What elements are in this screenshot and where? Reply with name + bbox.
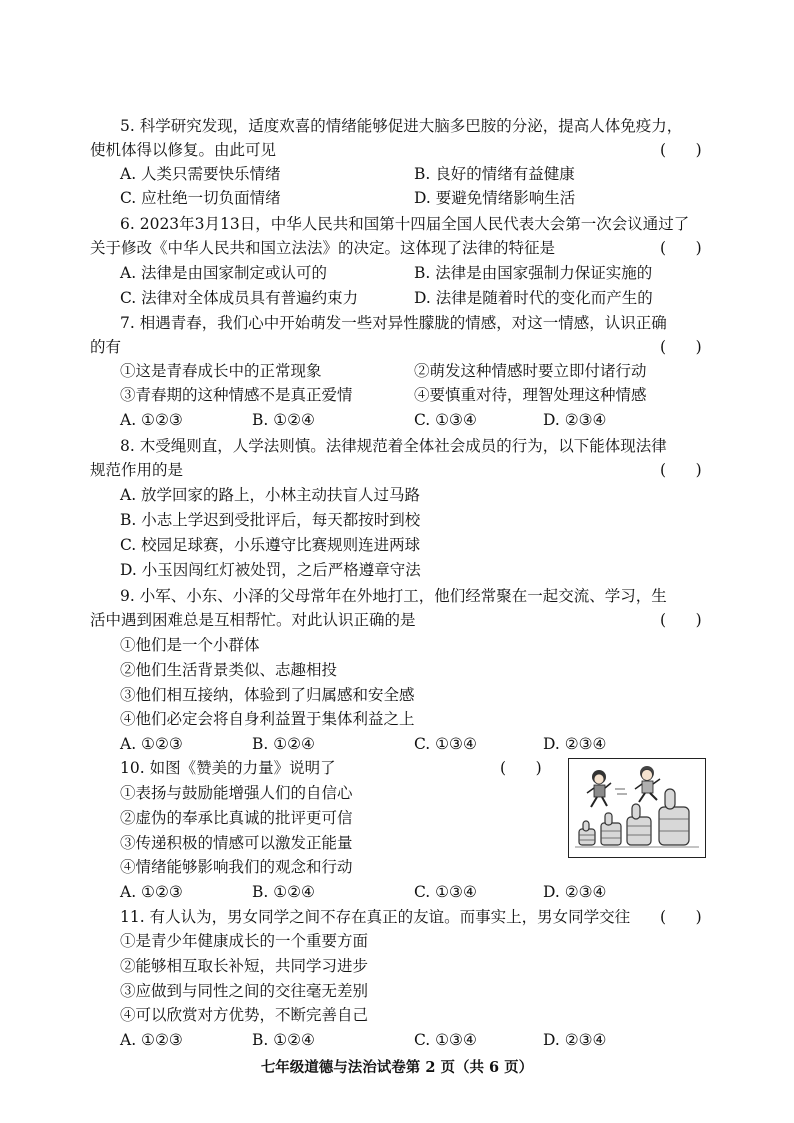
q9-stem-cont: 活中遇到困难总是互相帮忙。对此认识正确的是 bbox=[90, 611, 416, 629]
thumbs-up-illustration bbox=[569, 759, 704, 856]
q10-illustration bbox=[568, 758, 706, 858]
q8-option-d-line bbox=[0, 558, 794, 582]
q9-option-b: B. ①②④ bbox=[252, 735, 315, 753]
q9-statement-2: ②他们生活背景类似、志趣相投 bbox=[120, 661, 338, 679]
q8-stem-cont: 规范作用的是 bbox=[90, 461, 184, 479]
q10-statement-4: ④情绪能够影响我们的观念和行动 bbox=[120, 858, 353, 876]
q5-option-c: C. 应杜绝一切负面情绪 bbox=[120, 189, 281, 207]
q7-statement-2: ②萌发这种情感时要立即付诸行动 bbox=[414, 362, 647, 380]
q10-stem: 10. 如图《赞美的力量》说明了 bbox=[120, 759, 336, 777]
q6-option-d: D. 法律是随着时代的变化而产生的 bbox=[414, 289, 653, 307]
q7-option-b: B. ①②④ bbox=[252, 411, 315, 429]
q10-statement-3: ③传递积极的情感可以激发正能量 bbox=[120, 834, 353, 852]
q8-option-b: B. 小志上学迟到受批评后，每天都按时到校 bbox=[120, 511, 421, 529]
q7-answer-blank: ( ) bbox=[660, 338, 702, 356]
q9-option-a: A. ①②③ bbox=[120, 735, 183, 753]
q8-stem-line1 bbox=[0, 434, 794, 458]
q11-option-c: C. ①③④ bbox=[414, 1031, 477, 1049]
q9-statement-3: ③他们相互接纳，体验到了归属感和安全感 bbox=[120, 686, 415, 704]
q5-option-a: A. 人类只需要快乐情绪 bbox=[120, 165, 281, 183]
q9-option-d: D. ②③④ bbox=[543, 735, 607, 753]
q8-stem: 8. 木受绳则直，人学法则慎。法律规范着全体社会成员的行为，以下能体现法律 bbox=[120, 437, 667, 455]
q11-statement-3-line bbox=[0, 979, 794, 1003]
q9-statement-1: ①他们是一个小群体 bbox=[120, 636, 260, 654]
q10-option-c: C. ①③④ bbox=[414, 883, 477, 901]
q7-statements-row2 bbox=[0, 383, 794, 407]
q5-stem-cont: 使机体得以修复。由此可见 bbox=[90, 141, 277, 159]
q9-stem-line2 bbox=[0, 608, 794, 632]
q11-stem: 11. 有人认为，男女同学之间不存在真正的友谊。而事实上，男女同学交往 bbox=[120, 908, 631, 926]
q6-option-c: C. 法律对全体成员具有普遍约束力 bbox=[120, 289, 359, 307]
q7-stem-line1 bbox=[0, 311, 794, 335]
q8-answer-blank: ( ) bbox=[660, 461, 702, 479]
q7-statement-3: ③青春期的这种情感不是真正爱情 bbox=[120, 386, 353, 404]
q7-stem: 7. 相遇青春，我们心中开始萌发一些对异性朦胧的情感，对这一情感，认识正确 bbox=[120, 314, 667, 332]
q10-answer-blank: ( ) bbox=[500, 759, 542, 777]
q11-statement-1: ①是青少年健康成长的一个重要方面 bbox=[120, 932, 369, 950]
q8-option-d: D. 小玉因闯红灯被处罚，之后严格遵章守法 bbox=[120, 561, 421, 579]
q10-option-a: A. ①②③ bbox=[120, 883, 183, 901]
q5-options-row1 bbox=[0, 162, 794, 186]
q5-stem: 5. 科学研究发现，适度欢喜的情绪能够促进大脑多巴胺的分泌，提高人体免疫力， bbox=[120, 117, 683, 135]
q7-option-c: C. ①③④ bbox=[414, 411, 477, 429]
q11-statement-4-line bbox=[0, 1003, 794, 1027]
q7-statement-1: ①这是青春成长中的正常现象 bbox=[120, 362, 322, 380]
q8-option-c-line bbox=[0, 533, 794, 557]
thumbs-up-icon bbox=[579, 789, 689, 845]
q7-option-a: A. ①②③ bbox=[120, 411, 183, 429]
q7-option-d: D. ②③④ bbox=[543, 411, 607, 429]
q11-statement-1-line bbox=[0, 929, 794, 953]
q7-options bbox=[0, 408, 794, 432]
q5-option-b: B. 良好的情绪有益健康 bbox=[414, 165, 575, 183]
q7-statements-row1 bbox=[0, 359, 794, 383]
q5-option-d: D. 要避免情绪影响生活 bbox=[414, 189, 576, 207]
q10-statement-2: ②虚伪的奉承比真诚的批评更可信 bbox=[120, 809, 353, 827]
q9-statement-1-line bbox=[0, 633, 794, 657]
q9-answer-blank: ( ) bbox=[660, 611, 702, 629]
q6-stem-line2 bbox=[0, 236, 794, 260]
q11-option-a: A. ①②③ bbox=[120, 1031, 183, 1049]
q11-option-b: B. ①②④ bbox=[252, 1031, 315, 1049]
q10-statement-1: ①表扬与鼓励能增强人们的自信心 bbox=[120, 784, 353, 802]
q5-stem-line2 bbox=[0, 138, 794, 162]
q11-statement-3: ③应做到与同性之间的交往毫无差别 bbox=[120, 982, 369, 1000]
q6-option-a: A. 法律是由国家制定或认可的 bbox=[120, 264, 328, 282]
q11-stem-line bbox=[0, 905, 794, 929]
q11-statement-2-line bbox=[0, 954, 794, 978]
q11-statement-2: ②能够相互取长补短，共同学习进步 bbox=[120, 957, 369, 975]
q8-option-b-line bbox=[0, 508, 794, 532]
q5-options-row2 bbox=[0, 186, 794, 210]
q9-stem-line1 bbox=[0, 584, 794, 608]
q10-option-b: B. ①②④ bbox=[252, 883, 315, 901]
q11-answer-blank: ( ) bbox=[660, 908, 702, 926]
q8-option-c: C. 校园足球赛，小乐遵守比赛规则连进两球 bbox=[120, 536, 421, 554]
q9-statement-4-line bbox=[0, 707, 794, 731]
q6-stem: 6. 2023年3月13日，中华人民共和国第十四届全国人民代表大会第一次会议通过了 bbox=[120, 215, 690, 233]
q9-stem: 9. 小军、小东、小泽的父母常年在外地打工，他们经常聚在一起交流、学习，生 bbox=[120, 587, 667, 605]
q7-stem-cont: 的有 bbox=[90, 338, 122, 356]
q6-stem-cont: 关于修改《中华人民共和国立法法》的决定。这体现了法律的特征是 bbox=[90, 239, 556, 257]
q6-options-row2 bbox=[0, 286, 794, 310]
q6-option-b: B. 法律是由国家强制力保证实施的 bbox=[414, 264, 653, 282]
q8-stem-line2 bbox=[0, 458, 794, 482]
q5-stem-line1 bbox=[0, 114, 794, 138]
q7-statement-4: ④要慎重对待，理智处理这种情感 bbox=[414, 386, 647, 404]
running-child-figure bbox=[587, 770, 611, 807]
q10-options bbox=[0, 880, 794, 904]
q6-stem-line1 bbox=[0, 212, 794, 236]
q8-option-a: A. 放学回家的路上，小林主动扶盲人过马路 bbox=[120, 486, 421, 504]
q11-option-d: D. ②③④ bbox=[543, 1031, 607, 1049]
q6-options-row1 bbox=[0, 261, 794, 285]
q9-statement-4: ④他们必定会将自身利益置于集体利益之上 bbox=[120, 710, 415, 728]
running-child-figure bbox=[635, 766, 660, 802]
q9-statement-3-line bbox=[0, 683, 794, 707]
q9-option-c: C. ①③④ bbox=[414, 735, 477, 753]
q8-option-a-line bbox=[0, 483, 794, 507]
q6-answer-blank: ( ) bbox=[660, 239, 702, 257]
q10-option-d: D. ②③④ bbox=[543, 883, 607, 901]
motion-lines bbox=[615, 789, 627, 794]
q11-statement-4: ④可以欣赏对方优势，不断完善自己 bbox=[120, 1006, 369, 1024]
q9-options bbox=[0, 732, 794, 756]
q9-statement-2-line bbox=[0, 658, 794, 682]
q5-answer-blank: ( ) bbox=[660, 141, 702, 159]
q11-options bbox=[0, 1028, 794, 1052]
q7-stem-line2 bbox=[0, 335, 794, 359]
page-footer: 七年级道德与法治试卷第 2 页（共 6 页） bbox=[260, 1059, 534, 1076]
